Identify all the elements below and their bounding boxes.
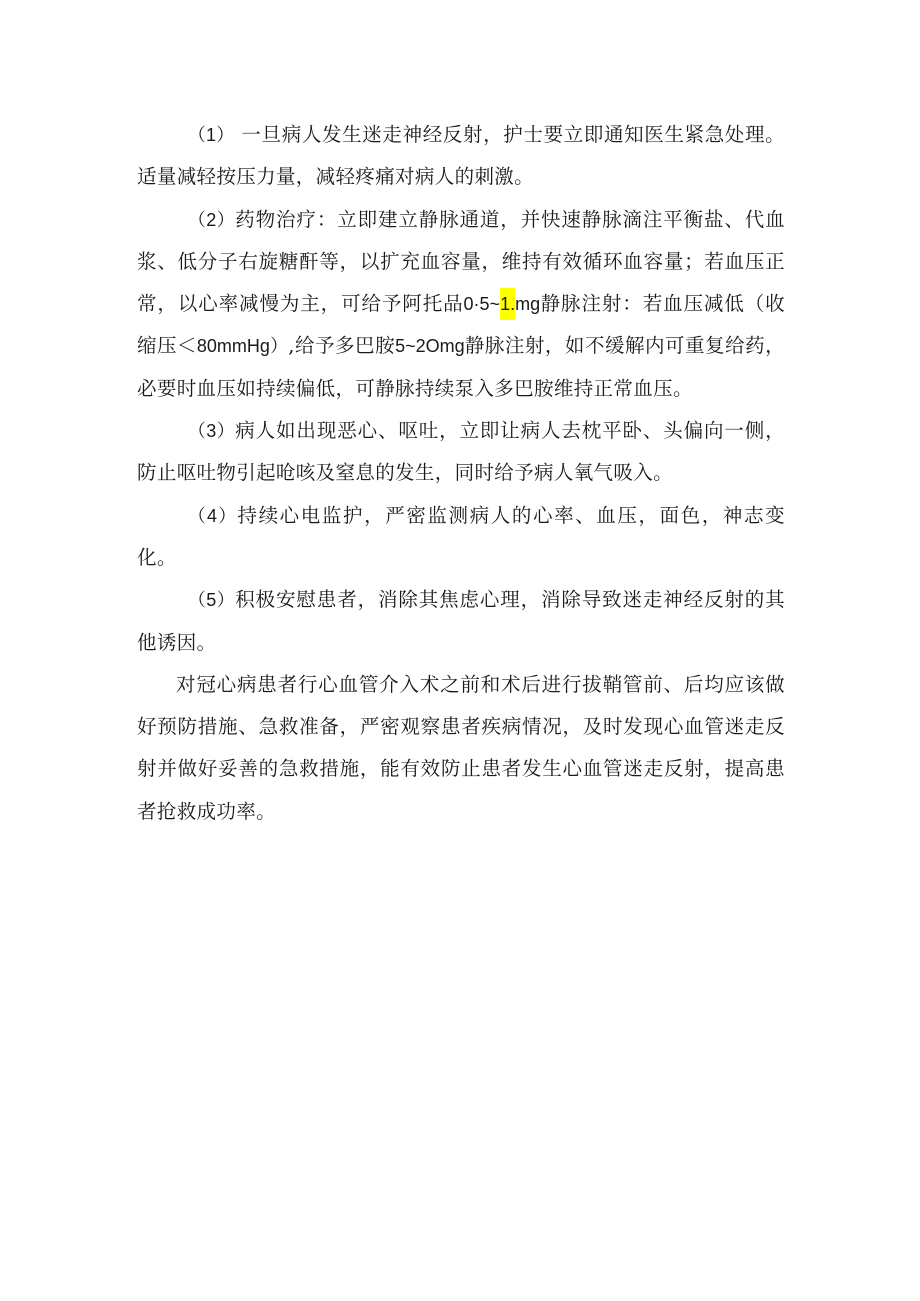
step-number: （3） [187, 421, 236, 442]
pressure-value: 80mmHg） [196, 336, 289, 357]
paragraph-text: 静脉注射：若血压减低（收缩压＜ [137, 292, 785, 358]
paragraph-step-3 [137, 410, 785, 495]
paragraph-step-4 [137, 495, 785, 580]
step-number: （1） [187, 125, 235, 145]
dosage-value: 0·5~ [463, 294, 501, 315]
dosage-value: 5~2Omg [395, 336, 465, 357]
paragraph-text: 静脉注射，如不缓解内可重复给药，必要时血压如持续偏低，可静脉持续泵入多巴胺维持正常血压。 [137, 334, 785, 400]
paragraph-step-1 [137, 114, 785, 199]
paragraph-text: 对冠心病患者行心血管介入术之前和术后进行拔鞘管前、后均应该做好预防措施、急救准备，严密观察患者疾病情况，及时发现心血管迷走反射并做好妥善的急救措施，能有效防止患者发生心血管迷走反射，提高患者抢救成功率。 [137, 672, 785, 823]
step-number: （5） [187, 590, 236, 611]
highlighted-text: 1. [500, 288, 515, 320]
paragraph-text: 持续心电监护，严密监测病人的心率、血压，面色，神志变化。 [137, 503, 785, 569]
step-number: （2） [187, 209, 236, 230]
paragraph-text: 积极安慰患者，消除其焦虑心理，消除导致迷走神经反射的其他诱因。 [137, 588, 786, 654]
paragraph-step-5 [137, 579, 785, 664]
paragraph-text: 药物治疗：立即建立静脉通道，并快速静脉滴注平衡盐、代血浆、低分子右旋糖酐等，以扩充血容量，维持有效循环血容量；若血压正常，以心率减慢为主，可给予阿托品 [137, 207, 786, 316]
dosage-unit: mg [515, 294, 541, 315]
paragraph-text: 病人如出现恶心、呕吐，立即让病人去枕平卧、头偏向一侧，防止呕吐物引起呛咳及窒息的发生，同时给予病人氧气吸入。 [137, 419, 786, 485]
document-body [137, 114, 785, 833]
paragraph-text: ,给予多巴胺 [288, 334, 396, 358]
paragraph-text: 一旦病人发生迷走神经反射，护士要立即通知医生紧急处理。适量减轻按压力量，减轻疼痛对病人的刺激。 [137, 123, 785, 189]
paragraph-step-2 [137, 199, 785, 410]
step-number: （4） [187, 505, 238, 526]
paragraph-conclusion [137, 664, 785, 833]
